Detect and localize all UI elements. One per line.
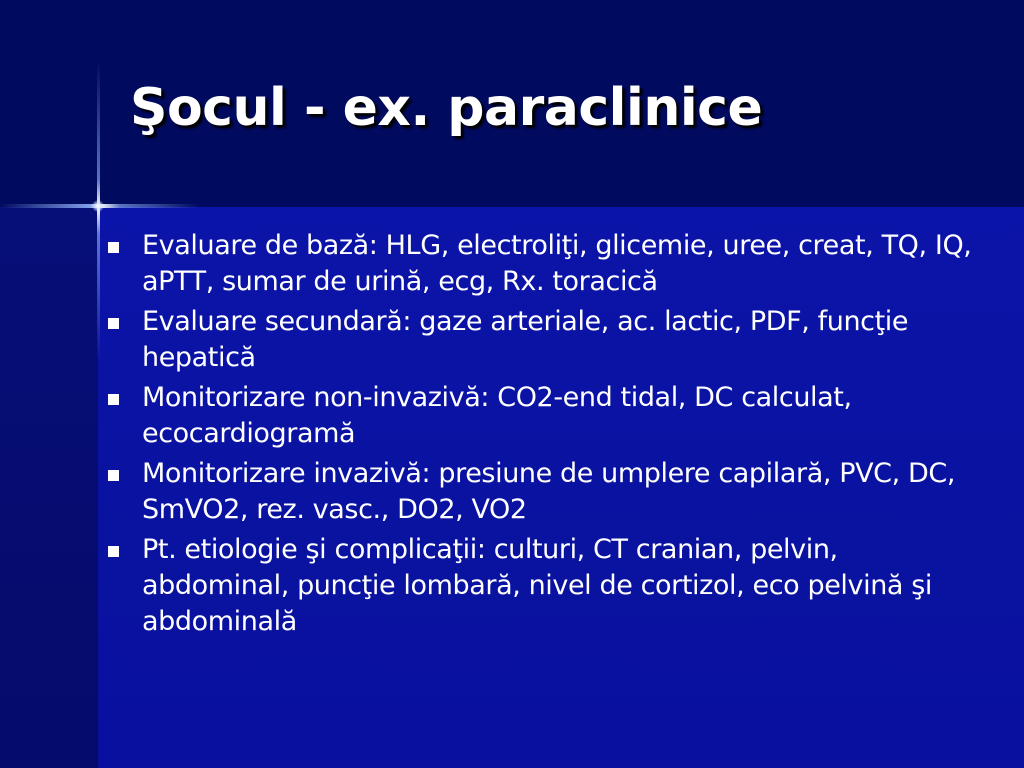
sparkle-star-icon bbox=[92, 200, 104, 212]
bullet-text: Evaluare secundară: gaze arteriale, ac. lactic, PDF, funcţie hepatică bbox=[142, 306, 909, 373]
square-bullet-icon bbox=[108, 318, 119, 329]
square-bullet-icon bbox=[108, 470, 119, 481]
bullet-item bbox=[104, 380, 984, 452]
bullet-text: Monitorizare invazivă: presiune de umplere capilară, PVC, DC, SmVO2, rez. vasc., DO2, VO2 bbox=[142, 458, 955, 525]
bullet-item bbox=[104, 228, 984, 300]
left-margin-background bbox=[0, 207, 98, 768]
bullet-item bbox=[104, 456, 984, 528]
bullet-text: Pt. etiologie şi complicaţii: culturi, CT cranian, pelvin, abdominal, puncţie lombară, nivel de cortizol, eco pelvină şi abdominală bbox=[142, 534, 933, 637]
square-bullet-icon bbox=[108, 242, 119, 253]
square-bullet-icon bbox=[108, 546, 119, 557]
bullet-item bbox=[104, 304, 984, 376]
square-bullet-icon bbox=[108, 394, 119, 405]
bullet-text: Evaluare de bază: HLG, electroliţi, glicemie, uree, creat, TQ, IQ, aPTT, sumar de urină, ecg, Rx. toracică bbox=[142, 230, 972, 297]
bullet-text: Monitorizare non-invazivă: CO2-end tidal, DC calculat, ecocardiogramă bbox=[142, 382, 852, 449]
bullet-list bbox=[104, 228, 984, 644]
bullet-item bbox=[104, 532, 984, 640]
slide-title: Şocul - ex. paraclinice bbox=[130, 78, 763, 138]
